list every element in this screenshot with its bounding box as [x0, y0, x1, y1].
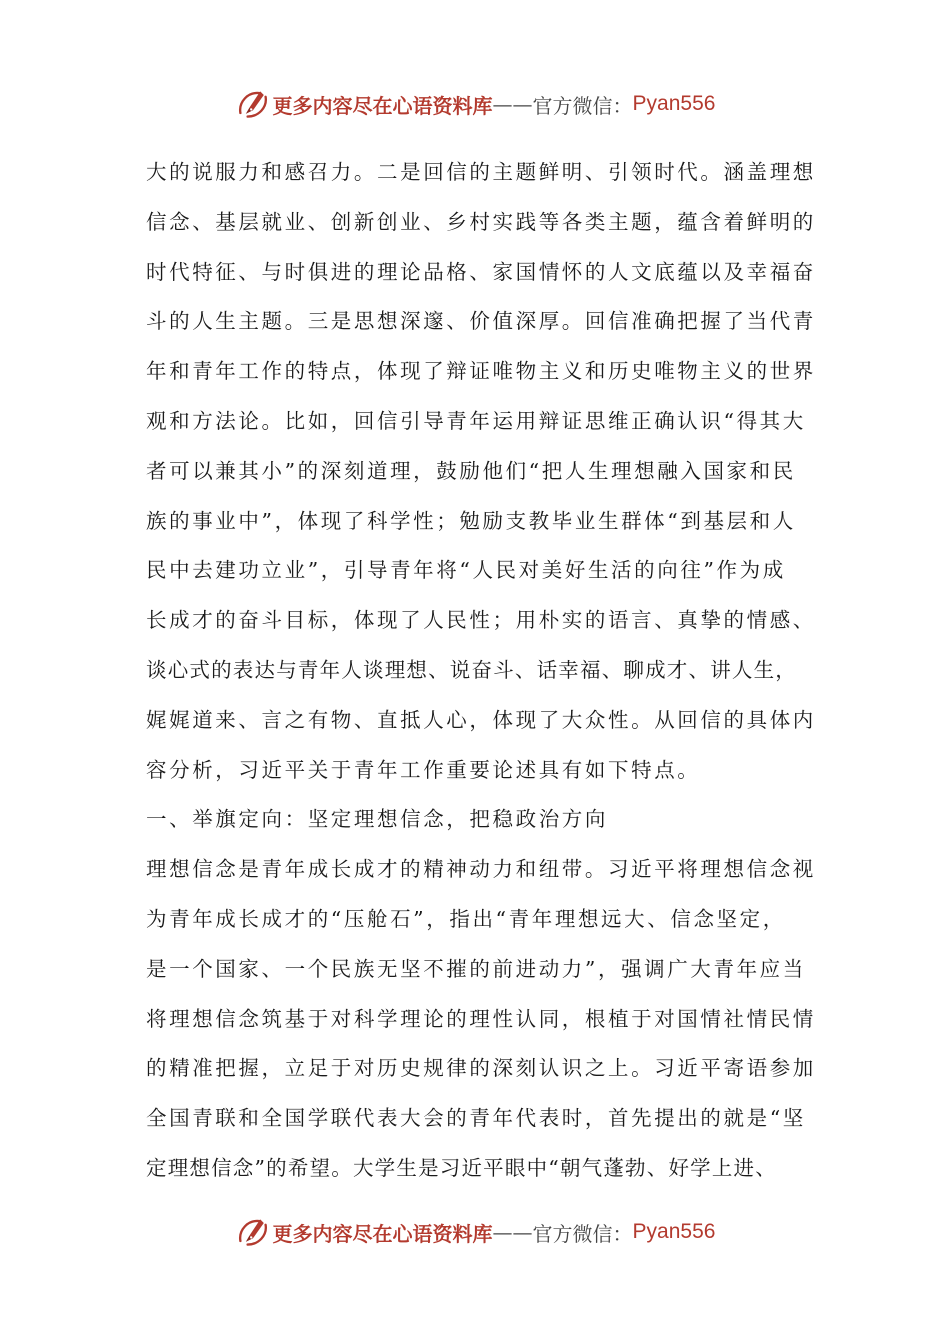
body-line: 的精准把握，立足于对历史规律的深刻认识之上。习近平寄语参加	[146, 1056, 816, 1081]
body-line: 信念、基层就业、创新创业、乡村实践等各类主题，蕴含着鲜明的	[146, 209, 816, 234]
body-line: 观和方法论。比如，回信引导青年运用辩证思维正确认识“得其大	[146, 408, 806, 433]
body-line: 定理想信念”的希望。大学生是习近平眼中“朝气蓬勃、好学上进、	[146, 1155, 777, 1180]
pen-nib-logo-icon	[235, 86, 271, 122]
body-line: 长成才的奋斗目标，体现了人民性；用朴实的语言、真挚的情感、	[146, 608, 816, 633]
watermark-wechat-label: 官方微信：	[532, 1221, 633, 1246]
watermark-brand: 更多内容尽在心语资料库	[272, 1221, 493, 1246]
body-line: 理想信念是青年成长成才的精神动力和纽带。习近平将理想信念视	[146, 857, 816, 882]
body-line: 大的说服力和感召力。二是回信的主题鲜明、引领时代。涵盖理想	[146, 160, 816, 184]
body-line: 斗的人生主题。三是思想深邃、价值深厚。回信准确把握了当代青	[146, 309, 816, 334]
body-line: 为青年成长成才的“压舱石”，指出“青年理想远大、信念坚定，	[146, 906, 786, 931]
body-line: 者可以兼其小”的深刻道理，鼓励他们“把人生理想融入国家和民	[146, 458, 796, 483]
watermark-wechat-id: Pyan556	[632, 1220, 716, 1243]
body-line: 容分析，习近平关于青年工作重要论述具有如下特点。	[146, 757, 701, 782]
watermark-wechat-id: Pyan556	[632, 92, 716, 115]
body-line: 谈心式的表达与青年人谈理想、说奋斗、话幸福、聊成才、讲人生，	[146, 657, 797, 682]
watermark-dash: ——	[492, 1220, 533, 1244]
watermark-dash: ——	[492, 92, 533, 116]
body-line: 时代特征、与时俱进的理论品格、家国情怀的人文底蕴以及幸福奋	[146, 259, 816, 284]
document-body	[146, 148, 836, 1194]
section-heading: 一、举旗定向：坚定理想信念，把稳政治方向	[146, 807, 608, 832]
header-watermark	[0, 84, 950, 124]
body-line: 将理想信念筑基于对科学理论的理性认同，根植于对国情社情民情	[146, 1006, 816, 1031]
body-line: 民中去建功立业”，引导青年将“人民对美好生活的向往”作为成	[146, 558, 786, 583]
footer-watermark	[0, 1212, 950, 1252]
body-line: 全国青联和全国学联代表大会的青年代表时，首先提出的就是“坚	[146, 1106, 806, 1131]
body-line: 娓娓道来、言之有物、直抵人心，体现了大众性。从回信的具体内	[146, 707, 816, 732]
watermark-wechat-label: 官方微信：	[532, 93, 633, 118]
watermark-brand: 更多内容尽在心语资料库	[272, 93, 493, 118]
body-line: 族的事业中”，体现了科学性；勉励支教毕业生群体“到基层和人	[146, 508, 796, 533]
body-line: 年和青年工作的特点，体现了辩证唯物主义和历史唯物主义的世界	[146, 359, 816, 384]
pen-nib-logo-icon	[235, 1214, 271, 1250]
body-line: 是一个国家、一个民族无坚不摧的前进动力”，强调广大青年应当	[146, 956, 806, 981]
